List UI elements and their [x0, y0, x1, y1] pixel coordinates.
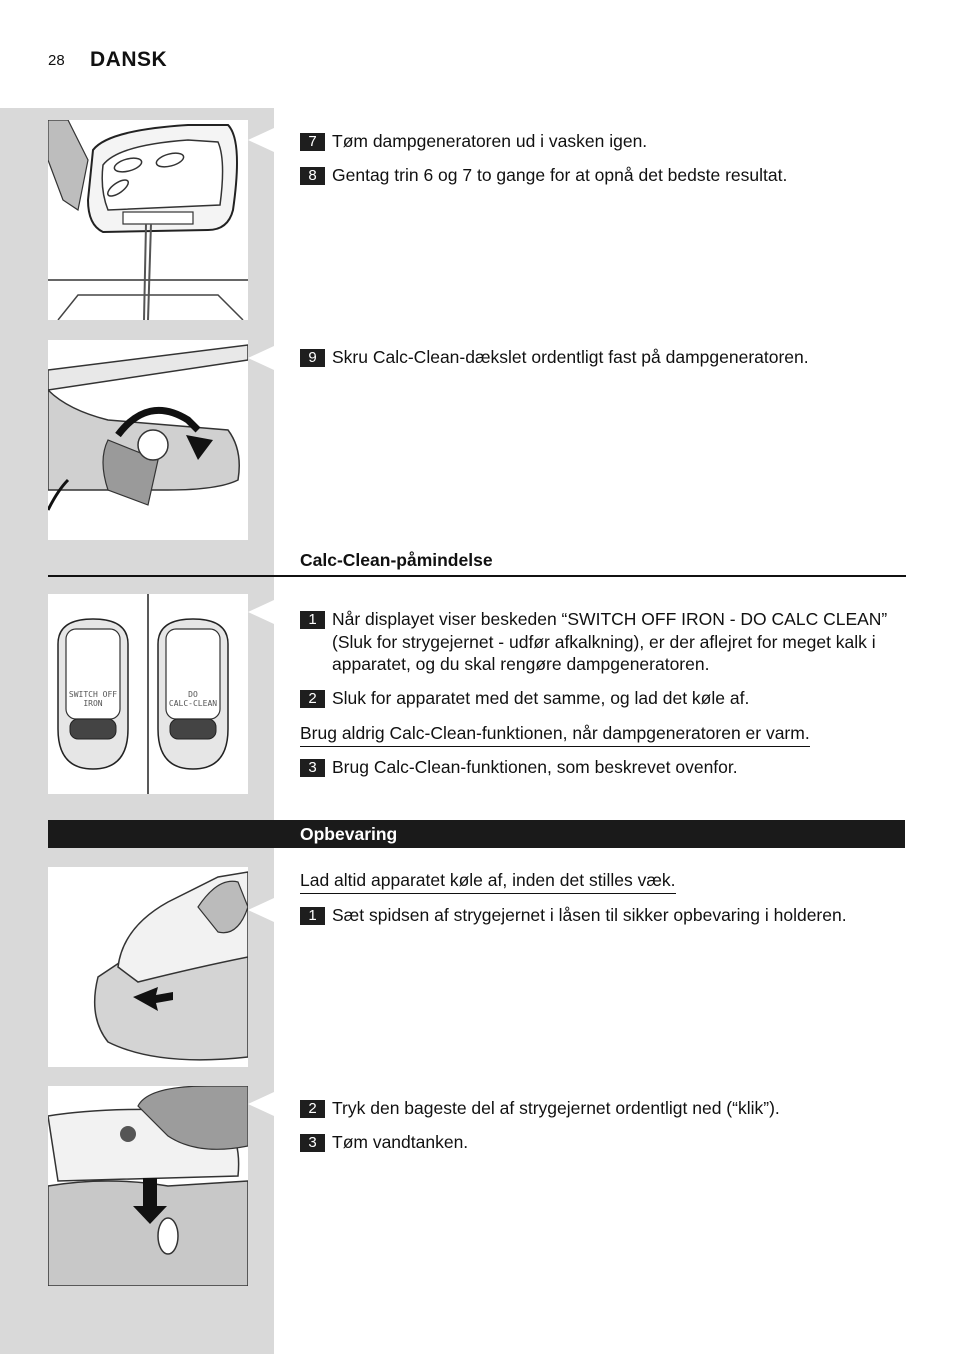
- storage-step-1: [300, 904, 905, 927]
- illustration-pointer: [248, 600, 274, 624]
- step-number: 3: [300, 1134, 325, 1152]
- step-text: Tøm dampgeneratoren ud i vasken igen.: [332, 131, 648, 151]
- illustration-pointer: [248, 1092, 274, 1116]
- step-number: 2: [300, 1100, 325, 1118]
- storage-note: Lad altid apparatet køle af, inden det stilles væk.: [300, 869, 676, 894]
- reminder-step-1: [300, 608, 905, 676]
- language-heading: DANSK: [90, 48, 168, 71]
- step-number: 3: [300, 759, 325, 777]
- step-text: Skru Calc-Clean-dækslet ordentligt fast på dampgeneratoren.: [332, 347, 809, 367]
- illustration-pointer: [248, 898, 274, 922]
- reminder-step-2: [300, 687, 905, 710]
- step-8: [300, 164, 905, 187]
- step-number: 1: [300, 611, 325, 629]
- illustration-iron-lock: [48, 867, 248, 1067]
- illustration-empty-generator: [48, 120, 248, 320]
- display-right-line1: DO: [188, 690, 198, 699]
- step-number: 9: [300, 349, 325, 367]
- display-left-line2: IRON: [83, 699, 103, 708]
- page-number: 28: [48, 52, 65, 69]
- illustration-screw-cap: [48, 340, 248, 540]
- step-text: Brug Calc-Clean-funktionen, som beskrevet ovenfor.: [332, 757, 738, 777]
- step-text: Gentag trin 6 og 7 to gange for at opnå det bedste resultat.: [332, 165, 788, 185]
- step-number: 2: [300, 690, 325, 708]
- storage-step-3: [300, 1131, 905, 1154]
- illustration-pointer: [248, 128, 274, 152]
- reminder-step-3: [300, 756, 905, 779]
- step-9: [300, 346, 905, 369]
- warning-note-calc-clean: Brug aldrig Calc-Clean-funktionen, når dampgeneratoren er varm.: [300, 722, 810, 747]
- step-text: Sluk for apparatet med det samme, og lad det køle af.: [332, 688, 750, 708]
- step-number: 8: [300, 167, 325, 185]
- step-text: Tryk den bageste del af strygejernet ordentligt ned (“klik”).: [332, 1098, 780, 1118]
- step-number: 1: [300, 907, 325, 925]
- section-divider: [48, 575, 906, 577]
- illustration-pointer: [248, 346, 274, 370]
- section-bar-storage: [48, 820, 905, 848]
- illustration-iron-press: [48, 1086, 248, 1286]
- step-text: Sæt spidsen af strygejernet i låsen til sikker opbevaring i holderen.: [332, 905, 847, 925]
- step-number: 7: [300, 133, 325, 151]
- display-left-line1: SWITCH OFF: [68, 690, 118, 699]
- display-right-line2: CALC-CLEAN: [168, 699, 218, 708]
- storage-step-2: [300, 1097, 905, 1120]
- step-text: Tøm vandtanken.: [332, 1132, 469, 1152]
- step-7: [300, 130, 905, 153]
- illustration-display-messages: [48, 594, 248, 794]
- step-text: Når displayet viser beskeden “SWITCH OFF IRON - DO CALC CLEAN” (Sluk for strygejernet - udfør afkalkning), er der aflejret for meget kalk i apparatet, og du skal rengøre dampgeneratoren.: [332, 609, 888, 674]
- section-heading-storage: Opbevaring: [300, 824, 398, 844]
- section-heading-calc-clean-reminder: Calc-Clean-påmindelse: [300, 550, 493, 570]
